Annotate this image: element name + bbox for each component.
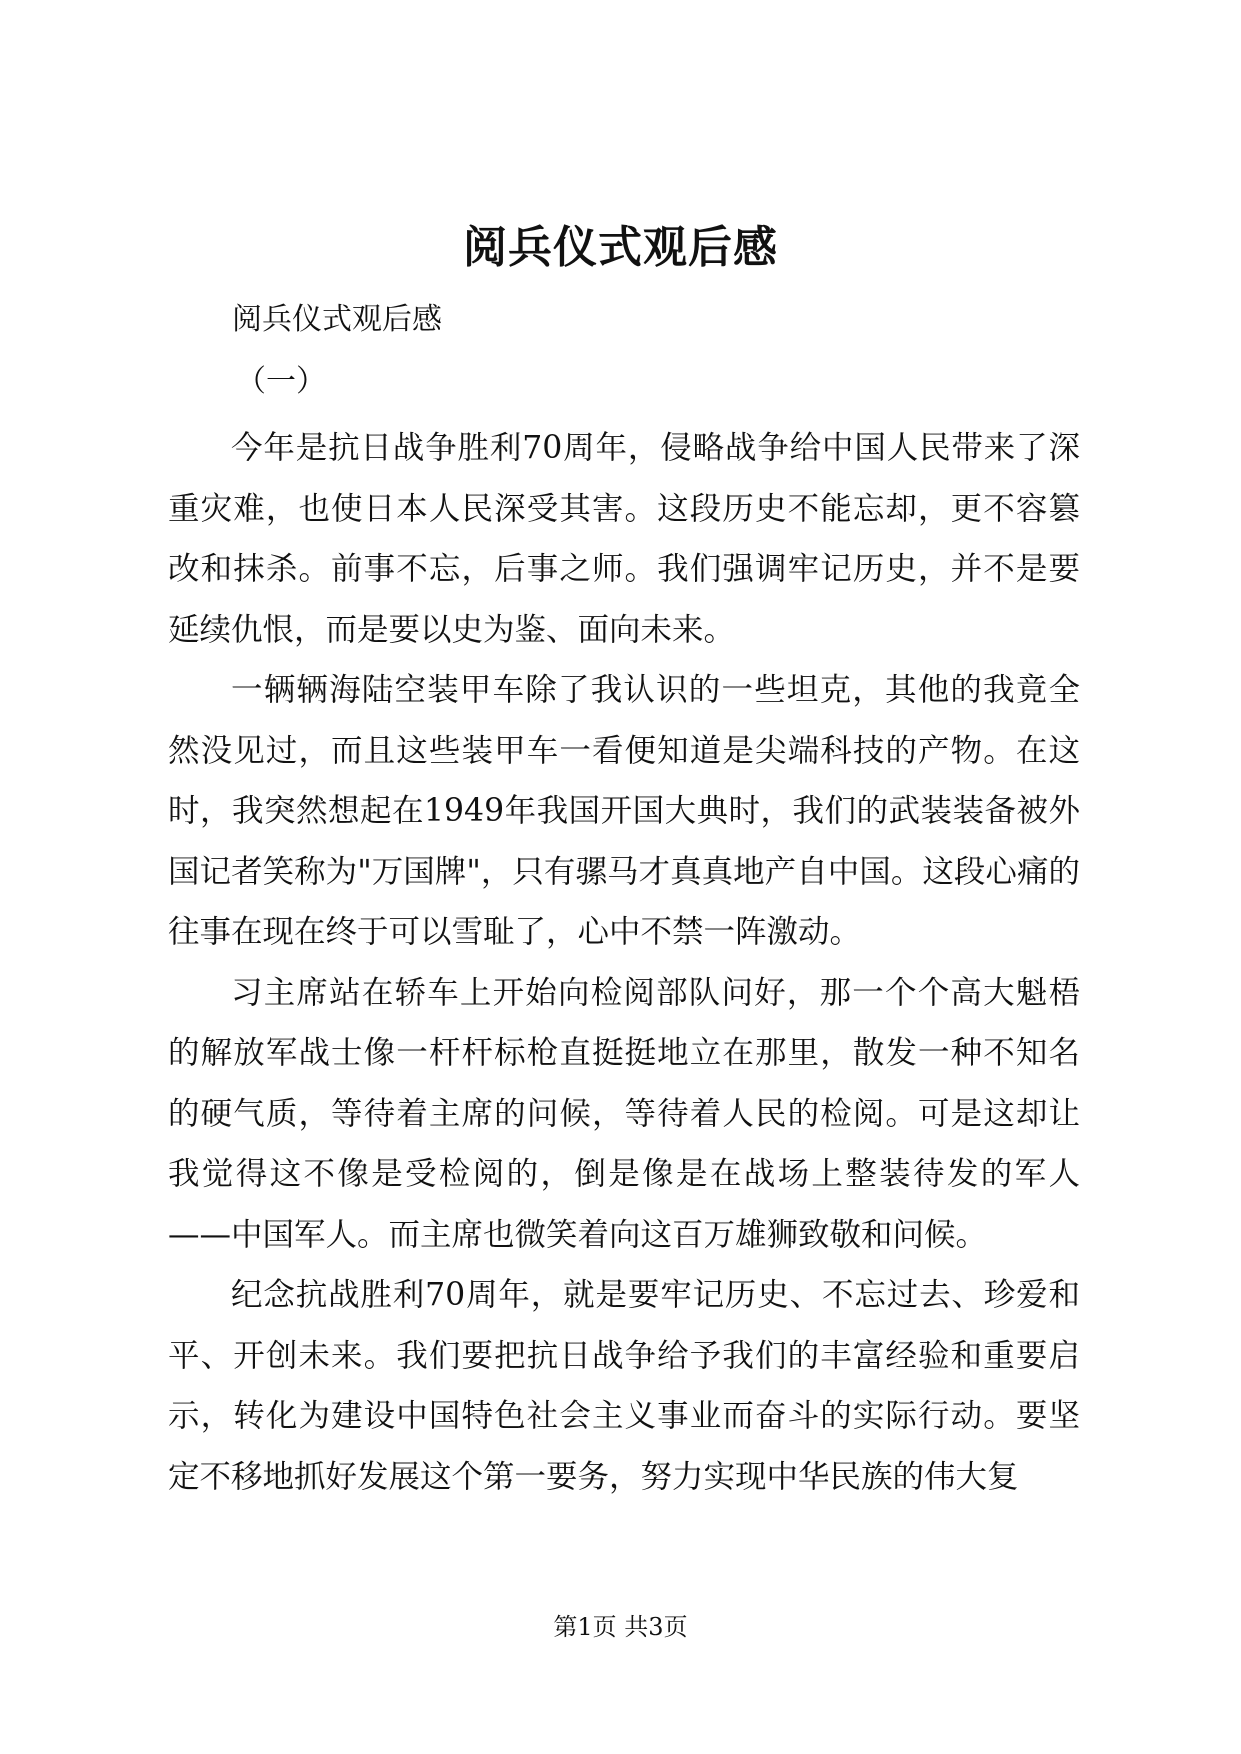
page-footer: 第1页 共3页	[553, 1613, 688, 1641]
section-number: （一）	[236, 364, 326, 399]
paragraph-1: 今年是抗日战争胜利70周年，侵略战争给中国人民带来了深重灾难，也使日本人民深受其害。这段历史不能忘却，更不容篡改和抹杀。前事不忘，后事之师。我们强调牢记历史，并不是要延续仇恨，而是要以史为鉴、面向未来。	[168, 430, 1080, 648]
paragraph-3: 习主席站在轿车上开始向检阅部队问好，那一个个高大魁梧的解放军战士像一杆杆标枪直挺挺地立在那里，散发一种不知名的硬气质，等待着主席的问候，等待着人民的检阅。可是这却让我觉得这不像是受检阅的，倒是像是在战场上整装待发的军人——中国军人。而主席也微笑着向这百万雄狮致敬和问候。	[168, 974, 1080, 1253]
document-subtitle: 阅兵仪式观后感	[232, 302, 442, 337]
body-text	[168, 418, 1080, 1507]
paragraph-2: 一辆辆海陆空装甲车除了我认识的一些坦克，其他的我竟全然没见过，而且这些装甲车一看便知道是尖端科技的产物。在这时，我突然想起在1949年我国开国大典时，我们的武装装备被外国记者笑称为"万国牌"，只有骡马才真真地产自中国。这段心痛的往事在现在终于可以雪耻了，心中不禁一阵激动。	[168, 672, 1080, 950]
document-title: 阅兵仪式观后感	[463, 222, 778, 273]
paragraph-4: 纪念抗战胜利70周年，就是要牢记历史、不忘过去、珍爱和平、开创未来。我们要把抗日战争给予我们的丰富经验和重要启示，转化为建设中国特色社会主义事业而奋斗的实际行动。要坚定不移地抓好发展这个第一要务，努力实现中华民族的伟大复	[168, 1277, 1080, 1495]
